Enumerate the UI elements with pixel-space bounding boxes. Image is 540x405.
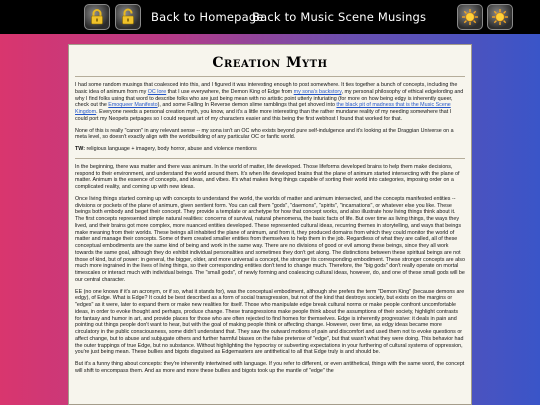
story-paragraph: EE (no one knows if it's an acronym, or if so, what it stands for), was the conceptual embodiment, although she prefers the term "Demon King" (because demons are edgy), of Edge. What is Edge? It could be best described as a form of social transgression, but not of the kind that destroys society, but exists on the margins or "edges" as it were, later to expand them or make new realities for itself. Those who manipulate edge break cultural norms or make people confront uncomfortable ideas, in order to evoke thought and perhaps, produce change. These transgressions make people think about the assumptions of their society, highlight contrasts for fantasy and humor in art, and provide places for those who are often rejected to find homes for themselves. Edge is inherently progressive: it deals in pain and pointing out things people don't want to hear, but with the goal of making people think or affecting change. However, over time, as edgy ideas became more circulatory in the public consciousness, some didn't understand that. They saw the outward motions of pain and discomfort and used them not to evoke questions or affect change, but to abuse and subjugate others and further harmful biases on the false pretense of "edge", but that wasn't what they were doing. This behavior had the outer trappings of true Edge, but no substance. Without highlighting the hypocrisy or subverting expectations in your furthering of cultural systems of oppression, you're just being mean. These bullies and bigots disguised as Edgemasters are antithetical to all that Edge truly is and should be. [75, 288, 465, 356]
story-paragraph: But it's a funny thing about concepts: they're inherently intertwined with language. If you refer to different, or even antithetical, things with the same word, the concept will shift to encompass them. And as more and more these bullies and bigots took up the mantle of "edge" the [75, 361, 465, 374]
emoqueer-manifesto-link[interactable]: Emoqueer Manifesto [108, 102, 158, 109]
back-to-music-scene-link[interactable]: Back to Music Scene Musings [252, 10, 427, 24]
story-paragraph: Once living things started coming up with concepts to understand the world, the worlds of matter and animum intersected, and the concepts manifested entities -- divisions or pockets of the plane of animum, given sentient form. You can call them "gods", "daemons", "spirits", "incarnations", or whatever else you like. These beings both embody and beget their concept. They provide a template or archetype for how that concept works, and also illustrate how living things think about it. The first concepts represented simple natural realities: concerns of survival, natural phenomena, the basic facts of life. But over time as living things, the ways they lived, and their brains got more complex, more nuanced entities developed. These represented cultural ideas, recurring themes in storytelling, and ways that beings make meaning from their worlds. These beings all inhabited the plane of animum, and from it, they produced domains from which they could monitor the world of matter and manage their concepts. Some of them created smaller entities from themselves to help them in the job. Regardless of what they are called, all of these conceptual embodiments are the same kind of being and work in the same way. There are no divisions of good or evil among these beings, since they all work towards the same goal, although they do exhibit individual personalities and sometimes they don't get along. The distinctions between these spiritual beings are not those of kind, but of power: in general, the bigger, older, and more universal a concept, the stronger its corresponding embodiment. These stronger concepts are also much more ingrained in the lives of living things, so their corresponding entities don't tend to change much. Therefore, the "big gods" don't really operate on mortal timescales or interact much with individual beings. The "small gods", of newly forming and coalescing cultural ideas, however, do, and one of these small gods will be our central character. [75, 195, 465, 283]
tw-label: TW: [75, 146, 85, 152]
intro-text-2: that I use everywhere, the Demon King of Edge from [166, 88, 294, 95]
page-title: Creation Myth [212, 55, 328, 71]
trigger-warning [75, 146, 465, 153]
canon-note: None of this is really "canon" in any relevant sense -- my sona isn't an OC who exists beyond pure self-indulgence and it's looking at the Draggian Universe on a meta level, so doesn't exactly align with the worldbuilding of any particular OC or fanfic world. [75, 127, 454, 141]
oc-lore-link[interactable]: OC lore [147, 88, 167, 95]
sun-icon[interactable] [457, 4, 483, 30]
lock-closed-icon[interactable] [84, 4, 110, 30]
music-scene-kingdom-link[interactable]: the black pit of madness that is the Music Scene Kingdom [75, 102, 451, 115]
lock-open-icon[interactable] [115, 4, 141, 30]
sun-icon[interactable] [487, 4, 513, 30]
sona-backstory-link[interactable]: my sona's backstory [293, 88, 342, 95]
intro-text-1: I had some random musings that coalesced into this, and I figured it was interesting enough to post somewhere. It ties together a bunch of concepts, including the basic idea of animum from my [75, 82, 458, 95]
top-navigation-bar [0, 0, 540, 34]
back-to-homepage-link[interactable]: Back to Homepage [151, 10, 264, 24]
story-paragraph: In the beginning, there was matter and there was animum. In the world of matter, life developed. Those lifeforms developed brains to help them make decisions, respond to their environment, and understand the world around them. It's when life developed brains that the plane of animum started intersecting with the plane of matter. Animum is the essence of concepts, and ideas, and vibes. It's what makes living things capable of sorting their world into categories, imposing order on a complicated reality, and coming up with new ideas. [75, 163, 460, 190]
intro-paragraph [75, 82, 465, 123]
intro-text-3: , my personal philosophy of ethical edgelording and why I find folks using that word to describe folks who are just being mean with no artistic point utterly infuriating (for more on how being edgy is inherently queer, check out the [75, 88, 464, 109]
section-divider [75, 158, 465, 159]
title-divider [75, 76, 465, 77]
article-container [68, 44, 472, 405]
intro-text-5: . Everyone needs a personal creation myth, you know, and it's a little more interesting than the rather mundane reality of my needing somewhere that I could port my Neopets petpages so I could request art of my characters easier and this being the first webhost I found that worked for that. [75, 109, 452, 122]
tw-text: religious language + imagery, body horror, abuse and violence mentions [85, 146, 257, 152]
intro-text-4: ), and some Falling In Reverse demon slime ramblings that get shoved into [157, 102, 337, 109]
